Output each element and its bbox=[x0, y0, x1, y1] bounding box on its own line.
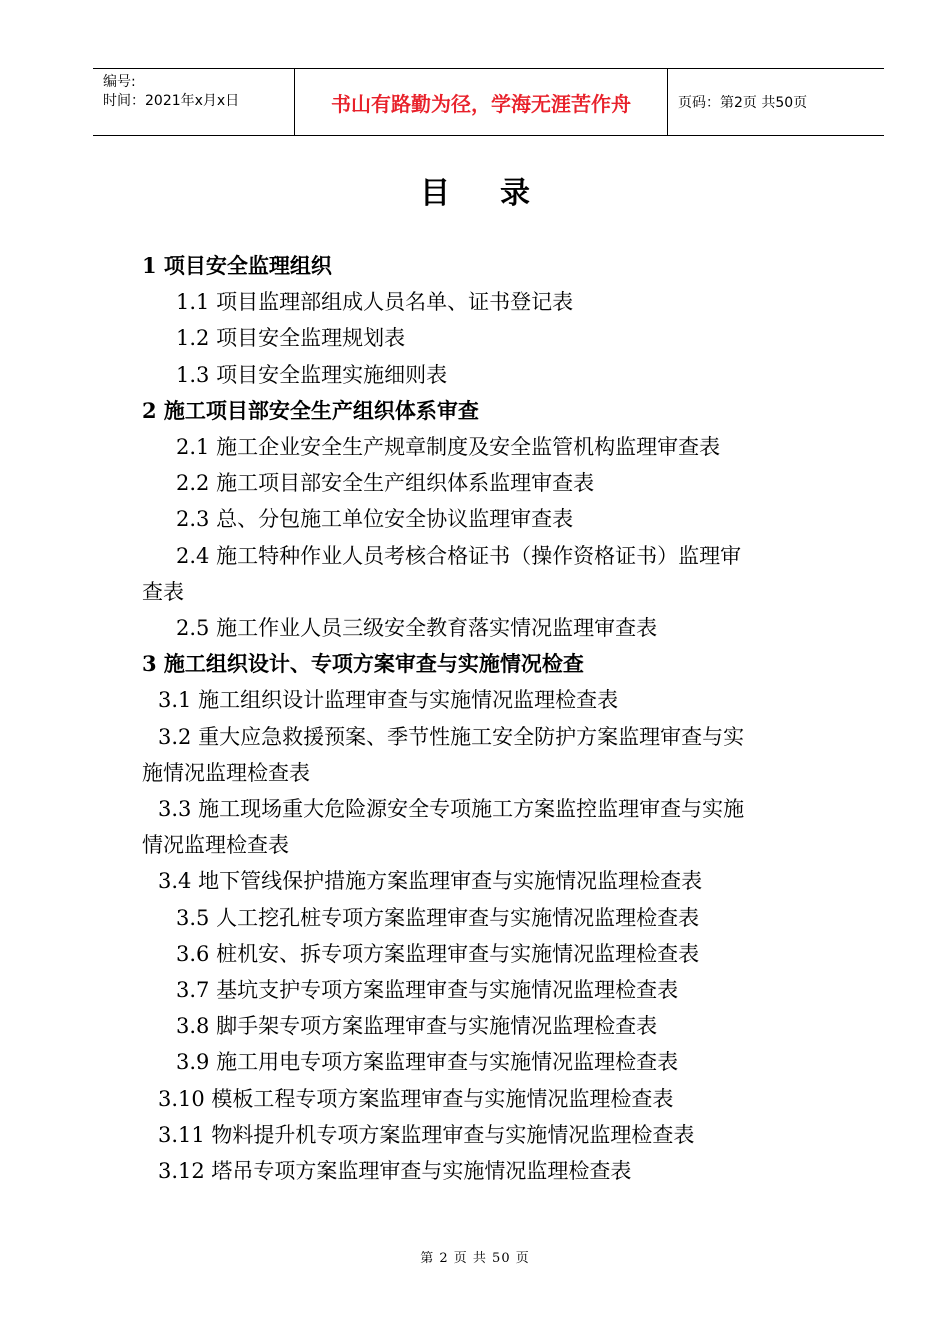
header-page-info: 页码：第2页 共50页 bbox=[678, 95, 808, 111]
toc-item-continuation: 查表 bbox=[142, 579, 184, 604]
toc-item: 3.11 物料提升机专项方案监理审查与实施情况监理检查表 bbox=[158, 1122, 695, 1147]
toc-item: 3.5 人工挖孔桩专项方案监理审查与实施情况监理检查表 bbox=[176, 905, 700, 930]
toc-item: 3.7 基坑支护专项方案监理审查与实施情况监理检查表 bbox=[176, 978, 679, 1002]
toc-item: 1.1 项目监理部组成人员名单、证书登记表 bbox=[176, 290, 574, 315]
toc-item: 3.2 重大应急救援预案、季节性施工安全防护方案监理审查与实 bbox=[158, 724, 745, 749]
toc-item: 2.2 施工项目部安全生产组织体系监理审查表 bbox=[176, 471, 595, 496]
header-motto: 书山有路勤为径，学海无涯苦作舟 bbox=[294, 69, 668, 135]
toc-item: 3.8 脚手架专项方案监理审查与实施情况监理检查表 bbox=[176, 1014, 658, 1039]
page-footer: 第 2 页 共 50 页 bbox=[420, 1251, 530, 1266]
header-meta bbox=[93, 69, 294, 135]
toc-item: 2.4 施工特种作业人员考核合格证书（操作资格证书）监理审 bbox=[176, 543, 742, 568]
toc-item: 3.4 地下管线保护措施方案监理审查与实施情况监理检查表 bbox=[158, 869, 703, 894]
toc-section: 1 项目安全监理组织 bbox=[142, 253, 332, 278]
page-header bbox=[93, 68, 884, 136]
toc-item-continuation: 情况监理检查表 bbox=[142, 833, 289, 858]
toc-item: 3.10 模板工程专项方案监理审查与实施情况监理检查表 bbox=[158, 1086, 674, 1111]
toc-item: 1.3 项目安全监理实施细则表 bbox=[176, 362, 448, 387]
toc-item: 3.1 施工组织设计监理审查与实施情况监理检查表 bbox=[158, 688, 619, 713]
time-label: 时间：2021年x月x日 bbox=[103, 93, 240, 109]
page-title: 目录 bbox=[420, 176, 580, 211]
toc-item-continuation: 施情况监理检查表 bbox=[142, 760, 310, 785]
toc-item: 3.12 塔吊专项方案监理审查与实施情况监理检查表 bbox=[158, 1159, 632, 1183]
toc-item: 2.5 施工作业人员三级安全教育落实情况监理审查表 bbox=[176, 616, 658, 640]
toc-section: 3 施工组织设计、专项方案审查与实施情况检查 bbox=[142, 651, 584, 677]
toc-item: 1.2 项目安全监理规划表 bbox=[176, 326, 406, 351]
toc-item: 3.6 桩机安、拆专项方案监理审查与实施情况监理检查表 bbox=[176, 941, 700, 966]
toc-item: 3.3 施工现场重大危险源安全专项施工方案监控监理审查与实施 bbox=[158, 797, 745, 821]
toc-section: 2 施工项目部安全生产组织体系审查 bbox=[142, 397, 479, 423]
toc-item: 2.1 施工企业安全生产规章制度及安全监管机构监理审查表 bbox=[176, 435, 721, 459]
code-label: 编号: bbox=[103, 74, 136, 90]
toc-item: 2.3 总、分包施工单位安全协议监理审查表 bbox=[176, 507, 574, 532]
toc-item: 3.9 施工用电专项方案监理审查与实施情况监理检查表 bbox=[176, 1050, 679, 1075]
